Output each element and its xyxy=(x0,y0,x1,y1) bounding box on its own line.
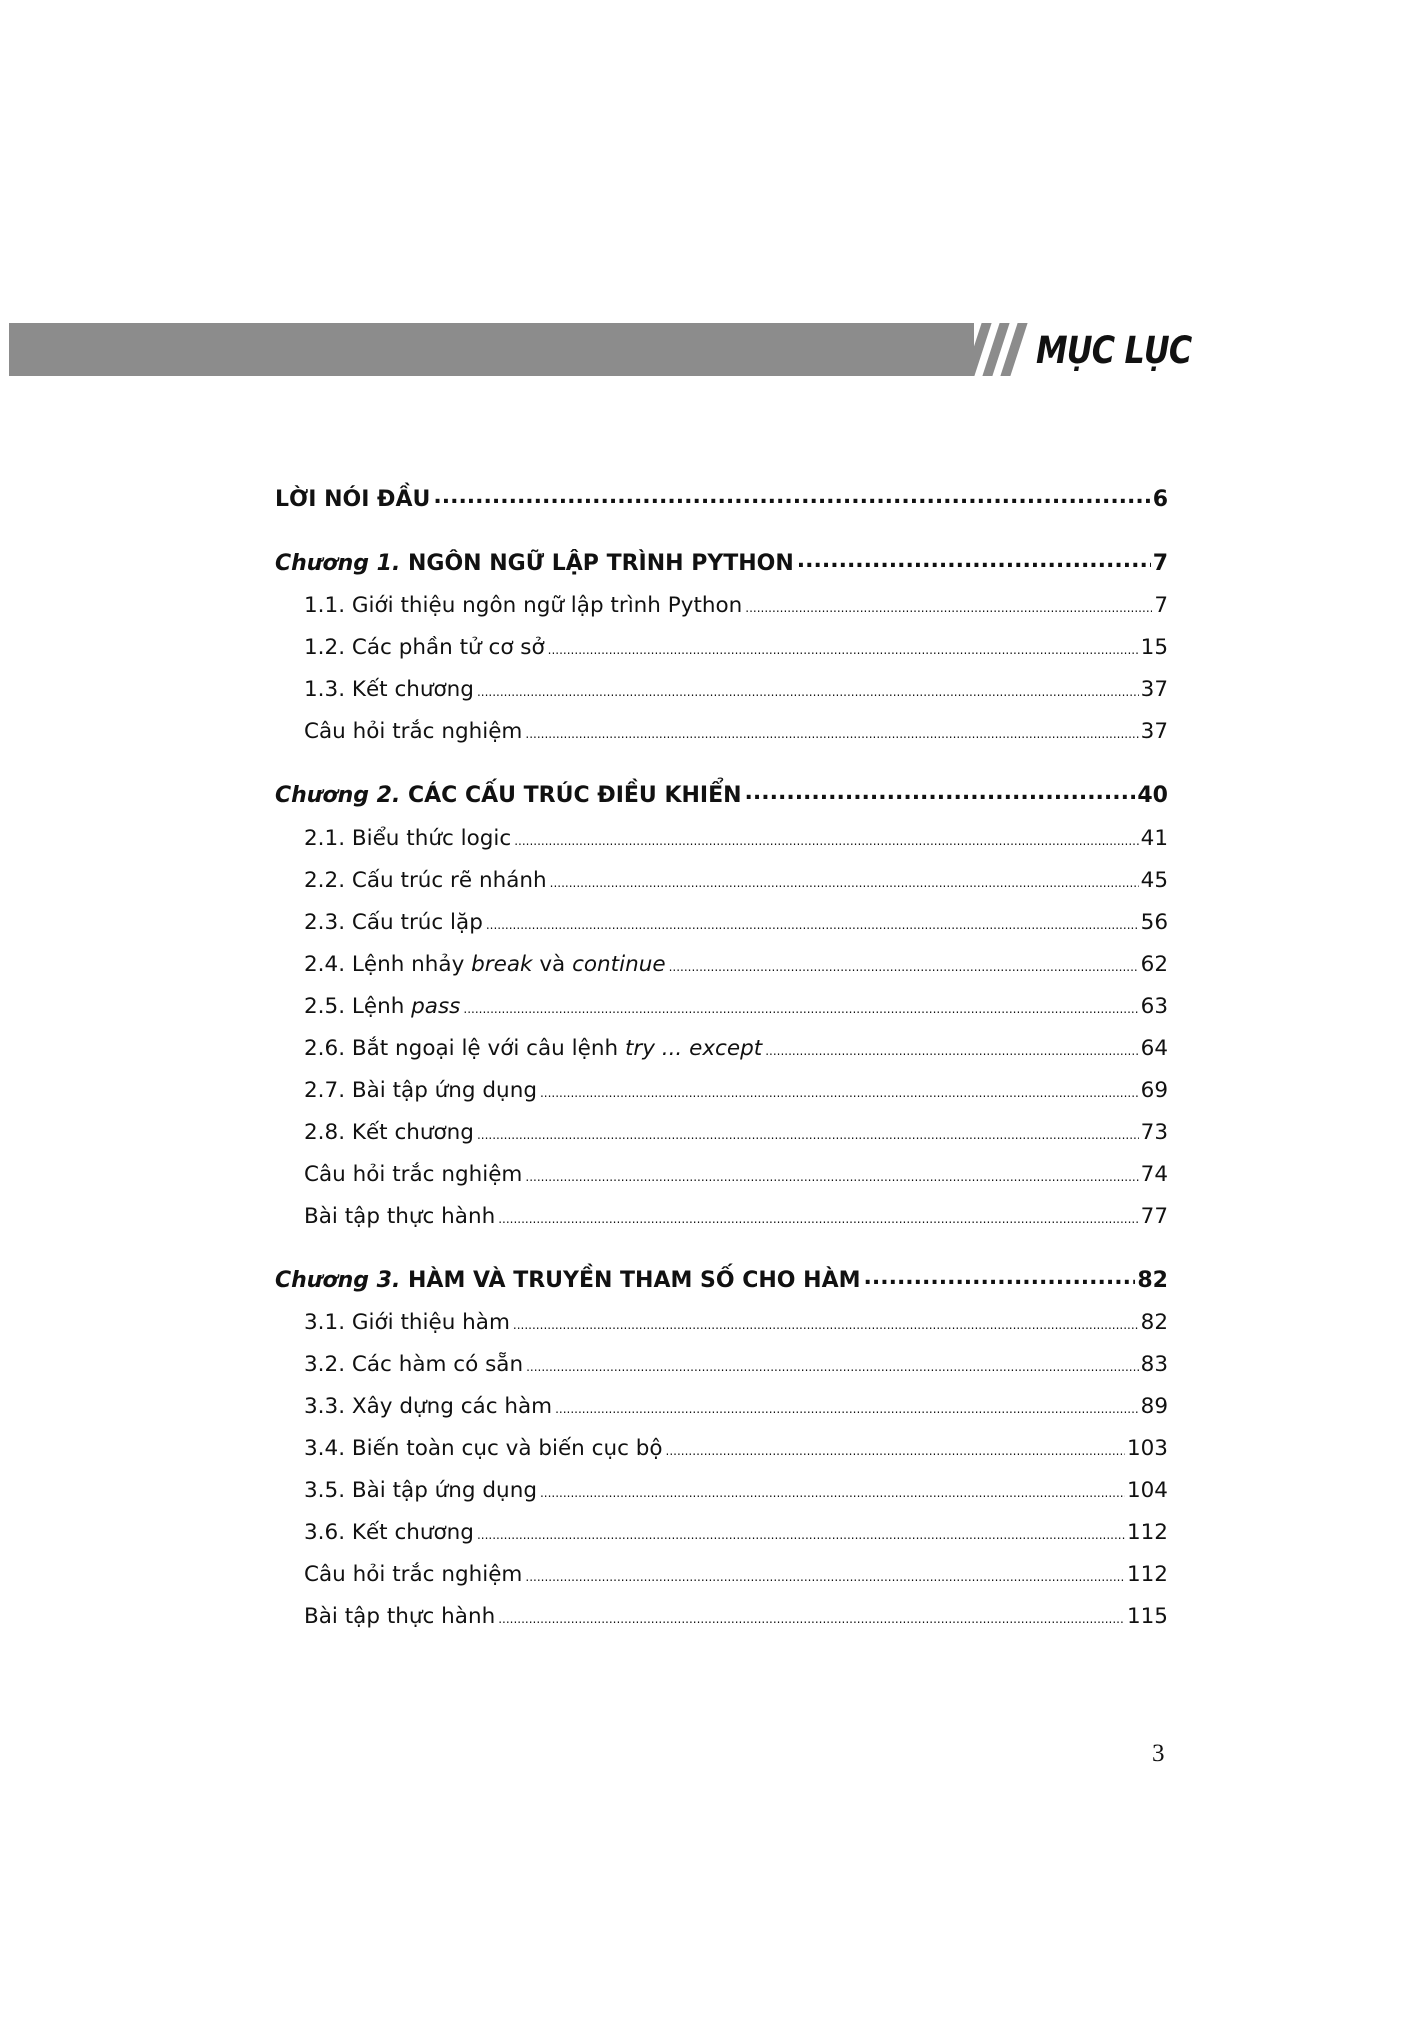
chapter-prefix: Chương 3. xyxy=(275,1268,401,1293)
section-label: Bài tập thực hành xyxy=(304,1604,496,1629)
toc-chapter-3[interactable] xyxy=(275,1263,1168,1299)
toc-page-number: 45 xyxy=(1140,868,1168,893)
dot-leader xyxy=(514,823,1138,859)
dot-leader xyxy=(666,1433,1125,1469)
toc-page-number: 112 xyxy=(1126,1562,1168,1587)
toc-page-number: 82 xyxy=(1137,1268,1168,1293)
section-label: Bài tập thực hành xyxy=(304,1204,496,1229)
page-number: 3 xyxy=(1152,1740,1165,1767)
toc-page-number: 89 xyxy=(1140,1394,1168,1419)
dot-leader xyxy=(526,1349,1139,1385)
toc-page-number: 56 xyxy=(1140,910,1168,935)
toc-section[interactable] xyxy=(275,588,1168,624)
section-label-italic: break xyxy=(471,952,533,977)
dot-leader xyxy=(765,1033,1138,1069)
toc-section[interactable] xyxy=(275,821,1168,857)
toc-section[interactable] xyxy=(275,714,1168,750)
toc-page-number: 41 xyxy=(1140,826,1168,851)
toc-page-number: 7 xyxy=(1154,593,1168,618)
toc-page-number: 104 xyxy=(1126,1478,1168,1503)
section-label: 2.7. Bài tập ứng dụng xyxy=(304,1078,537,1103)
toc-chapter-1[interactable] xyxy=(275,546,1168,582)
toc-section[interactable] xyxy=(275,1431,1168,1467)
section-label-italic: pass xyxy=(411,994,461,1019)
section-label: 1.3. Kết chương xyxy=(304,677,474,702)
section-label: Câu hỏi trắc nghiệm xyxy=(304,719,523,744)
toc-section[interactable] xyxy=(275,905,1168,941)
dot-leader xyxy=(555,1391,1139,1427)
toc-section[interactable] xyxy=(275,1157,1168,1193)
section-label xyxy=(304,947,666,983)
section-label: Câu hỏi trắc nghiệm xyxy=(304,1162,523,1187)
toc-page-number: 112 xyxy=(1126,1520,1168,1545)
page-title: MỤC LỤC xyxy=(1036,329,1192,372)
toc-page-number: 82 xyxy=(1140,1310,1168,1335)
section-label: 3.4. Biến toàn cục và biến cục bộ xyxy=(304,1436,663,1461)
dot-leader xyxy=(477,674,1139,710)
section-label: 3.2. Các hàm có sẵn xyxy=(304,1352,524,1377)
section-label: 1.1. Giới thiệu ngôn ngữ lập trình Python xyxy=(304,593,743,618)
toc-section[interactable] xyxy=(275,1073,1168,1109)
toc-section[interactable] xyxy=(275,1031,1168,1067)
dot-leader xyxy=(797,543,1151,579)
toc-section[interactable] xyxy=(275,1473,1168,1509)
toc-page-number: 37 xyxy=(1140,719,1168,744)
dot-leader xyxy=(550,865,1139,901)
toc-page-number: 115 xyxy=(1126,1604,1168,1629)
toc-entry-preface[interactable] xyxy=(275,482,1168,518)
chapter-prefix: Chương 1. xyxy=(275,551,401,576)
dot-leader xyxy=(477,1517,1125,1553)
dot-leader xyxy=(669,949,1139,985)
dot-leader xyxy=(525,1159,1138,1195)
dot-leader xyxy=(745,590,1152,626)
toc-page-number: 62 xyxy=(1140,952,1168,977)
section-label: 3.3. Xây dựng các hàm xyxy=(304,1394,553,1419)
toc-page-number: 77 xyxy=(1140,1204,1168,1229)
section-label-italic: continue xyxy=(572,952,666,977)
toc-page-number: 63 xyxy=(1140,994,1168,1019)
toc-page-number: 37 xyxy=(1140,677,1168,702)
toc-page-number: 69 xyxy=(1140,1078,1168,1103)
section-label: 2.1. Biểu thức logic xyxy=(304,826,512,851)
section-label xyxy=(304,989,460,1025)
toc-page-number: 64 xyxy=(1140,1036,1168,1061)
section-label: Câu hỏi trắc nghiệm xyxy=(304,1562,523,1587)
section-label-text: 2.4. Lệnh nhảy xyxy=(304,952,472,977)
section-label xyxy=(304,1031,762,1067)
section-label: 3.6. Kết chương xyxy=(304,1520,474,1545)
dot-leader xyxy=(498,1201,1138,1237)
section-label-text: 2.6. Bắt ngoại lệ với câu lệnh xyxy=(304,1036,625,1061)
toc-section[interactable] xyxy=(275,1389,1168,1425)
dot-leader xyxy=(540,1475,1125,1511)
chapter-title: HÀM VÀ TRUYỀN THAM SỐ CHO HÀM xyxy=(408,1268,861,1293)
toc-entry-label: LỜI NÓI ĐẦU xyxy=(275,487,431,512)
toc-section[interactable] xyxy=(275,989,1168,1025)
toc-section[interactable] xyxy=(275,1347,1168,1383)
dot-leader xyxy=(433,479,1150,515)
toc-page-number: 73 xyxy=(1140,1120,1168,1145)
section-label: 2.2. Cấu trúc rẽ nhánh xyxy=(304,868,547,893)
dot-leader xyxy=(463,991,1138,1027)
section-label: 1.2. Các phần tử cơ sở xyxy=(304,635,545,660)
dot-leader xyxy=(513,1307,1139,1343)
section-label-text: 2.5. Lệnh xyxy=(304,994,412,1019)
toc-section[interactable] xyxy=(275,1305,1168,1341)
toc-section[interactable] xyxy=(275,863,1168,899)
toc-section[interactable] xyxy=(275,1515,1168,1551)
toc-page-number: 6 xyxy=(1152,487,1168,512)
section-label: 2.3. Cấu trúc lặp xyxy=(304,910,483,935)
toc-section[interactable] xyxy=(275,1199,1168,1235)
section-label: 2.8. Kết chương xyxy=(304,1120,474,1145)
toc-section[interactable] xyxy=(275,1599,1168,1635)
dot-leader xyxy=(525,716,1138,752)
section-label: 3.5. Bài tập ứng dụng xyxy=(304,1478,537,1503)
dot-leader xyxy=(525,1559,1125,1595)
toc-section[interactable] xyxy=(275,630,1168,666)
dot-leader xyxy=(540,1075,1139,1111)
dot-leader xyxy=(548,632,1139,668)
dot-leader xyxy=(745,775,1136,811)
dot-leader xyxy=(486,907,1139,943)
section-label-italic: try ... except xyxy=(624,1036,763,1061)
dot-leader xyxy=(498,1601,1125,1637)
chapter-prefix: Chương 2. xyxy=(275,783,401,808)
toc-page-number: 74 xyxy=(1140,1162,1168,1187)
toc-section[interactable] xyxy=(275,1115,1168,1151)
dot-leader xyxy=(477,1117,1139,1153)
toc-page-number: 83 xyxy=(1140,1352,1168,1377)
section-label: 3.1. Giới thiệu hàm xyxy=(304,1310,510,1335)
toc-page-number: 7 xyxy=(1152,551,1168,576)
chapter-title: CÁC CẤU TRÚC ĐIỀU KHIỂN xyxy=(408,783,742,808)
toc-section[interactable] xyxy=(275,947,1168,983)
toc-chapter-2[interactable] xyxy=(275,778,1168,814)
toc-section[interactable] xyxy=(275,672,1168,708)
section-label-text: và xyxy=(532,952,573,977)
dot-leader xyxy=(864,1260,1136,1296)
toc-page-number: 15 xyxy=(1140,635,1168,660)
toc-section[interactable] xyxy=(275,1557,1168,1593)
toc-page-number: 40 xyxy=(1137,783,1168,808)
toc-page-number: 103 xyxy=(1126,1436,1168,1461)
chapter-title: NGÔN NGỮ LẬP TRÌNH PYTHON xyxy=(408,551,794,576)
header-bar xyxy=(9,323,974,376)
